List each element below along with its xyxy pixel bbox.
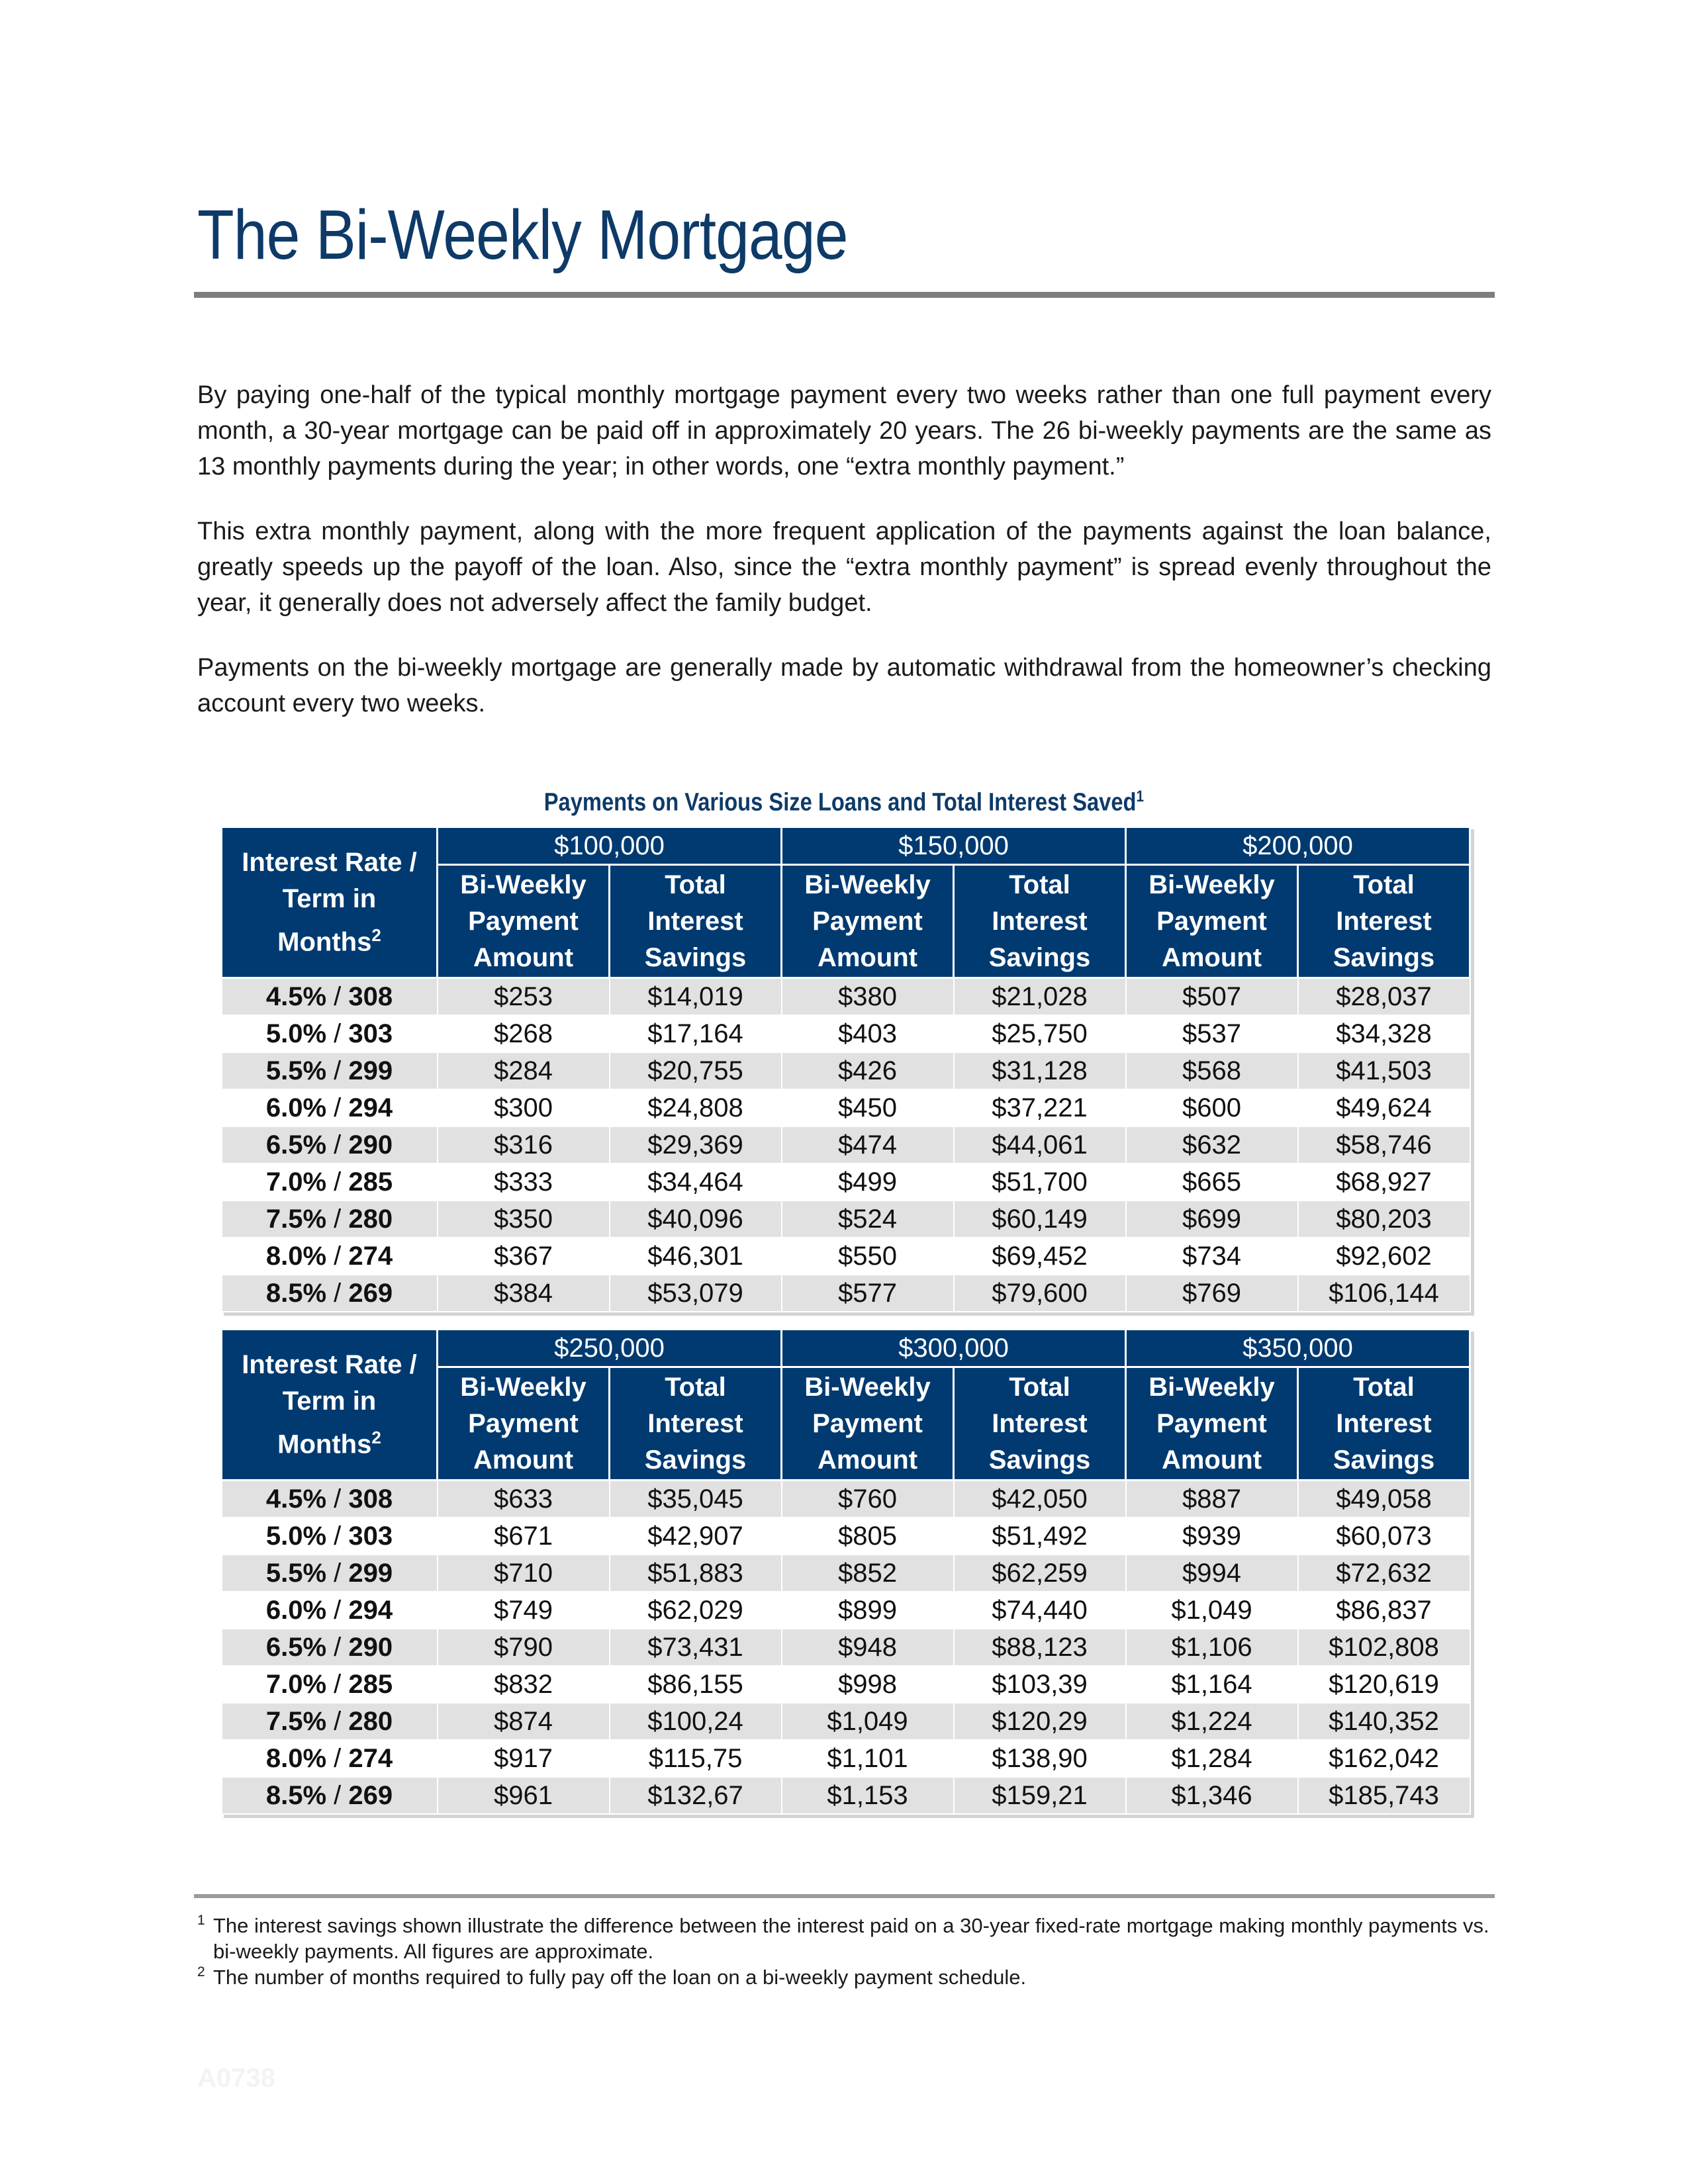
savings-cell: $72,632 bbox=[1298, 1555, 1470, 1592]
footnote-text: The number of months required to fully pay off the loan on a bi-weekly payment schedule. bbox=[213, 1966, 1027, 1989]
savings-cell: $62,029 bbox=[610, 1592, 782, 1629]
savings-cell: $42,050 bbox=[954, 1480, 1126, 1518]
term-months: 269 bbox=[348, 1279, 393, 1308]
payment-cell: $1,224 bbox=[1126, 1703, 1298, 1740]
payment-cell: $665 bbox=[1126, 1163, 1298, 1201]
paragraph: This extra monthly payment, along with the more frequent application of the payments against the loan balance, greatly speeds up the payoff of the loan. Also, since the “extra monthly payment” is spread evenly throughout the year, it generally does not adversely affect the family budget. bbox=[197, 518, 1491, 617]
rate-term-cell: 7.5% / 280 bbox=[222, 1703, 438, 1740]
payment-cell: $474 bbox=[782, 1126, 954, 1163]
table-row bbox=[222, 1126, 1470, 1163]
savings-cell: $46,301 bbox=[610, 1238, 782, 1275]
page-title: The Bi-Weekly Mortgage bbox=[197, 196, 848, 274]
savings-cell: $138,90 bbox=[954, 1740, 1126, 1777]
interest-rate: 5.0% bbox=[265, 1522, 327, 1551]
rate-term-cell: 6.5% / 290 bbox=[222, 1629, 438, 1666]
payment-cell: $1,164 bbox=[1126, 1666, 1298, 1703]
document-code-watermark: A0738 bbox=[197, 2064, 275, 2093]
interest-rate: 5.0% bbox=[265, 1019, 327, 1048]
savings-cell: $20,755 bbox=[610, 1052, 782, 1089]
interest-rate: 7.5% bbox=[265, 1205, 327, 1234]
payment-cell: $1,101 bbox=[782, 1740, 954, 1777]
payment-cell: $537 bbox=[1126, 1015, 1298, 1052]
body-text bbox=[197, 377, 1491, 751]
savings-header: Total Interest Savings bbox=[610, 865, 782, 978]
term-months: 308 bbox=[348, 1484, 393, 1514]
rate-term-cell: 7.5% / 280 bbox=[222, 1201, 438, 1238]
footnotes bbox=[197, 1913, 1495, 1990]
payment-cell: $998 bbox=[782, 1666, 954, 1703]
payment-cell: $632 bbox=[1126, 1126, 1298, 1163]
payment-cell: $805 bbox=[782, 1518, 954, 1555]
payment-cell: $600 bbox=[1126, 1089, 1298, 1126]
savings-header: Total Interest Savings bbox=[954, 865, 1126, 978]
savings-cell: $86,155 bbox=[610, 1666, 782, 1703]
interest-rate: 5.5% bbox=[265, 1056, 327, 1085]
term-months: 290 bbox=[348, 1130, 393, 1160]
table-row bbox=[222, 1666, 1470, 1703]
savings-cell: $51,492 bbox=[954, 1518, 1126, 1555]
savings-cell: $49,058 bbox=[1298, 1480, 1470, 1518]
payment-cell: $450 bbox=[782, 1089, 954, 1126]
table-caption bbox=[0, 788, 1688, 817]
savings-cell: $58,746 bbox=[1298, 1126, 1470, 1163]
table-row bbox=[222, 1592, 1470, 1629]
payment-cell: $790 bbox=[438, 1629, 610, 1666]
term-months: 294 bbox=[348, 1093, 393, 1122]
payment-cell: $524 bbox=[782, 1201, 954, 1238]
savings-cell: $100,24 bbox=[610, 1703, 782, 1740]
interest-rate: 5.5% bbox=[265, 1559, 327, 1588]
savings-cell: $88,123 bbox=[954, 1629, 1126, 1666]
rate-term-cell: 4.5% / 308 bbox=[222, 1480, 438, 1518]
interest-rate: 7.5% bbox=[265, 1707, 327, 1736]
payment-cell: $899 bbox=[782, 1592, 954, 1629]
savings-cell: $86,837 bbox=[1298, 1592, 1470, 1629]
interest-rate: 8.0% bbox=[265, 1744, 327, 1773]
footnote-text: The interest savings shown illustrate the difference between the interest paid on a 30-year fixed-rate mortgage making monthly payments vs. bi-weekly payments. All figures are approximate. bbox=[213, 1914, 1489, 1963]
table-row bbox=[222, 1201, 1470, 1238]
savings-cell: $140,352 bbox=[1298, 1703, 1470, 1740]
rate-term-header: Interest Rate / Term in Months$^2$ bbox=[222, 1330, 438, 1480]
savings-cell: $79,600 bbox=[954, 1275, 1126, 1312]
savings-cell: $34,464 bbox=[610, 1163, 782, 1201]
interest-rate: 8.5% bbox=[265, 1781, 327, 1810]
savings-cell: $162,042 bbox=[1298, 1740, 1470, 1777]
savings-cell: $80,203 bbox=[1298, 1201, 1470, 1238]
savings-cell: $69,452 bbox=[954, 1238, 1126, 1275]
payment-cell: $887 bbox=[1126, 1480, 1298, 1518]
table-row bbox=[222, 1163, 1470, 1201]
term-months: 269 bbox=[348, 1781, 393, 1810]
footnote-marker: 1 bbox=[197, 1913, 205, 1928]
term-months: 303 bbox=[348, 1019, 393, 1048]
rate-term-cell: 8.5% / 269 bbox=[222, 1275, 438, 1312]
table-row bbox=[222, 1015, 1470, 1052]
savings-cell: $42,907 bbox=[610, 1518, 782, 1555]
term-months: 290 bbox=[348, 1633, 393, 1662]
payment-header: Bi-Weekly Payment Amount bbox=[1126, 1367, 1298, 1480]
savings-cell: $106,144 bbox=[1298, 1275, 1470, 1312]
savings-cell: $37,221 bbox=[954, 1089, 1126, 1126]
payment-cell: $874 bbox=[438, 1703, 610, 1740]
footnote bbox=[197, 1964, 1495, 1990]
table-row bbox=[222, 1052, 1470, 1089]
table-row bbox=[222, 978, 1470, 1016]
loan-amount-header: $100,000 bbox=[438, 827, 782, 865]
term-months: 308 bbox=[348, 982, 393, 1011]
term-months: 280 bbox=[348, 1205, 393, 1234]
table-row bbox=[222, 1629, 1470, 1666]
interest-rate: 6.0% bbox=[265, 1596, 327, 1625]
footnote bbox=[197, 1913, 1495, 1964]
savings-cell: $44,061 bbox=[954, 1126, 1126, 1163]
interest-rate: 6.0% bbox=[265, 1093, 327, 1122]
savings-cell: $73,431 bbox=[610, 1629, 782, 1666]
payment-cell: $333 bbox=[438, 1163, 610, 1201]
payment-cell: $671 bbox=[438, 1518, 610, 1555]
savings-cell: $51,883 bbox=[610, 1555, 782, 1592]
rate-term-cell: 6.0% / 294 bbox=[222, 1592, 438, 1629]
rate-term-header: Interest Rate / Term in Months$^2$ bbox=[222, 827, 438, 978]
payment-cell: $507 bbox=[1126, 978, 1298, 1016]
savings-cell: $25,750 bbox=[954, 1015, 1126, 1052]
rate-term-cell: 5.5% / 299 bbox=[222, 1052, 438, 1089]
payment-cell: $710 bbox=[438, 1555, 610, 1592]
payment-cell: $426 bbox=[782, 1052, 954, 1089]
footnote-divider bbox=[194, 1894, 1495, 1898]
term-months: 303 bbox=[348, 1522, 393, 1551]
title-divider bbox=[194, 292, 1495, 298]
interest-rate: 8.0% bbox=[265, 1242, 327, 1271]
interest-rate: 6.5% bbox=[265, 1633, 327, 1662]
payment-cell: $499 bbox=[782, 1163, 954, 1201]
savings-cell: $60,073 bbox=[1298, 1518, 1470, 1555]
loan-amount-header: $150,000 bbox=[782, 827, 1126, 865]
payment-cell: $350 bbox=[438, 1201, 610, 1238]
payment-cell: $749 bbox=[438, 1592, 610, 1629]
savings-cell: $103,39 bbox=[954, 1666, 1126, 1703]
savings-cell: $102,808 bbox=[1298, 1629, 1470, 1666]
savings-cell: $31,128 bbox=[954, 1052, 1126, 1089]
savings-cell: $28,037 bbox=[1298, 978, 1470, 1016]
interest-rate: 8.5% bbox=[265, 1279, 327, 1308]
payment-cell: $253 bbox=[438, 978, 610, 1016]
term-months: 285 bbox=[348, 1167, 393, 1197]
term-months: 294 bbox=[348, 1596, 393, 1625]
table-row bbox=[222, 1480, 1470, 1518]
table-row bbox=[222, 1703, 1470, 1740]
payment-cell: $568 bbox=[1126, 1052, 1298, 1089]
savings-cell: $49,624 bbox=[1298, 1089, 1470, 1126]
savings-cell: $74,440 bbox=[954, 1592, 1126, 1629]
payment-cell: $734 bbox=[1126, 1238, 1298, 1275]
payment-cell: $994 bbox=[1126, 1555, 1298, 1592]
payment-cell: $268 bbox=[438, 1015, 610, 1052]
payment-cell: $300 bbox=[438, 1089, 610, 1126]
payment-cell: $852 bbox=[782, 1555, 954, 1592]
payment-cell: $948 bbox=[782, 1629, 954, 1666]
rate-term-cell: 4.5% / 308 bbox=[222, 978, 438, 1016]
savings-cell: $92,602 bbox=[1298, 1238, 1470, 1275]
savings-cell: $21,028 bbox=[954, 978, 1126, 1016]
rate-term-cell: 5.0% / 303 bbox=[222, 1518, 438, 1555]
savings-cell: $34,328 bbox=[1298, 1015, 1470, 1052]
savings-header: Total Interest Savings bbox=[1298, 1367, 1470, 1480]
term-months: 280 bbox=[348, 1707, 393, 1736]
savings-cell: $17,164 bbox=[610, 1015, 782, 1052]
rate-term-cell: 8.5% / 269 bbox=[222, 1777, 438, 1814]
savings-cell: $62,259 bbox=[954, 1555, 1126, 1592]
paragraph: By paying one-half of the typical monthly mortgage payment every two weeks rather than one full payment every month, a 30-year mortgage can be paid off in approximately 20 years. The 26 bi-weekly payments are the same as 13 monthly payments during the year; in other words, one “extra monthly payment.” bbox=[197, 381, 1491, 480]
rate-term-cell: 8.0% / 274 bbox=[222, 1740, 438, 1777]
caption-footnote-marker: 1 bbox=[1136, 788, 1145, 805]
loan-amount-header: $300,000 bbox=[782, 1330, 1126, 1367]
caption-text: Payments on Various Size Loans and Total Interest Saved bbox=[543, 788, 1137, 817]
savings-cell: $120,619 bbox=[1298, 1666, 1470, 1703]
loan-amount-header: $350,000 bbox=[1126, 1330, 1470, 1367]
rate-term-cell: 5.0% / 303 bbox=[222, 1015, 438, 1052]
interest-rate: 4.5% bbox=[265, 1484, 327, 1514]
term-months: 274 bbox=[348, 1744, 393, 1773]
payment-cell: $1,346 bbox=[1126, 1777, 1298, 1814]
payment-cell: $760 bbox=[782, 1480, 954, 1518]
table-row bbox=[222, 1089, 1470, 1126]
savings-header: Total Interest Savings bbox=[1298, 865, 1470, 978]
payment-cell: $1,106 bbox=[1126, 1629, 1298, 1666]
payment-header: Bi-Weekly Payment Amount bbox=[1126, 865, 1298, 978]
paragraph: Payments on the bi-weekly mortgage are generally made by automatic withdrawal from the homeowner’s checking account every two weeks. bbox=[197, 654, 1491, 717]
payment-cell: $284 bbox=[438, 1052, 610, 1089]
rate-term-cell: 6.5% / 290 bbox=[222, 1126, 438, 1163]
payment-cell: $699 bbox=[1126, 1201, 1298, 1238]
savings-cell: $120,29 bbox=[954, 1703, 1126, 1740]
payment-header: Bi-Weekly Payment Amount bbox=[782, 865, 954, 978]
savings-cell: $41,503 bbox=[1298, 1052, 1470, 1089]
interest-rate: 7.0% bbox=[265, 1670, 327, 1699]
payment-cell: $769 bbox=[1126, 1275, 1298, 1312]
payment-header: Bi-Weekly Payment Amount bbox=[438, 865, 610, 978]
payment-cell: $384 bbox=[438, 1275, 610, 1312]
table-row bbox=[222, 1777, 1470, 1814]
rate-term-cell: 8.0% / 274 bbox=[222, 1238, 438, 1275]
savings-cell: $68,927 bbox=[1298, 1163, 1470, 1201]
payment-cell: $550 bbox=[782, 1238, 954, 1275]
payment-cell: $1,284 bbox=[1126, 1740, 1298, 1777]
interest-rate: 6.5% bbox=[265, 1130, 327, 1160]
payment-header: Bi-Weekly Payment Amount bbox=[438, 1367, 610, 1480]
rate-term-cell: 7.0% / 285 bbox=[222, 1163, 438, 1201]
payment-cell: $917 bbox=[438, 1740, 610, 1777]
savings-cell: $40,096 bbox=[610, 1201, 782, 1238]
loan-table-1 bbox=[220, 826, 1471, 1312]
rate-term-cell: 7.0% / 285 bbox=[222, 1666, 438, 1703]
term-months: 285 bbox=[348, 1670, 393, 1699]
savings-cell: $185,743 bbox=[1298, 1777, 1470, 1814]
table-row bbox=[222, 1518, 1470, 1555]
payment-header: Bi-Weekly Payment Amount bbox=[782, 1367, 954, 1480]
savings-cell: $60,149 bbox=[954, 1201, 1126, 1238]
term-months: 299 bbox=[348, 1056, 393, 1085]
term-months: 299 bbox=[348, 1559, 393, 1588]
term-months: 274 bbox=[348, 1242, 393, 1271]
payment-cell: $633 bbox=[438, 1480, 610, 1518]
savings-cell: $51,700 bbox=[954, 1163, 1126, 1201]
payment-cell: $403 bbox=[782, 1015, 954, 1052]
savings-cell: $132,67 bbox=[610, 1777, 782, 1814]
rate-term-cell: 6.0% / 294 bbox=[222, 1089, 438, 1126]
interest-rate: 7.0% bbox=[265, 1167, 327, 1197]
payment-cell: $961 bbox=[438, 1777, 610, 1814]
footnote-marker: 2 bbox=[197, 1964, 205, 1979]
savings-cell: $115,75 bbox=[610, 1740, 782, 1777]
payment-cell: $939 bbox=[1126, 1518, 1298, 1555]
interest-rate: 4.5% bbox=[265, 982, 327, 1011]
loan-table-2 bbox=[220, 1328, 1471, 1815]
table-row bbox=[222, 1555, 1470, 1592]
savings-cell: $159,21 bbox=[954, 1777, 1126, 1814]
loan-amount-header: $250,000 bbox=[438, 1330, 782, 1367]
payment-cell: $1,049 bbox=[1126, 1592, 1298, 1629]
payment-cell: $577 bbox=[782, 1275, 954, 1312]
savings-cell: $35,045 bbox=[610, 1480, 782, 1518]
savings-cell: $14,019 bbox=[610, 978, 782, 1016]
savings-header: Total Interest Savings bbox=[610, 1367, 782, 1480]
payment-cell: $1,049 bbox=[782, 1703, 954, 1740]
payment-cell: $367 bbox=[438, 1238, 610, 1275]
payment-cell: $316 bbox=[438, 1126, 610, 1163]
payment-cell: $380 bbox=[782, 978, 954, 1016]
payment-cell: $1,153 bbox=[782, 1777, 954, 1814]
table-row bbox=[222, 1275, 1470, 1312]
loan-amount-header: $200,000 bbox=[1126, 827, 1470, 865]
savings-cell: $29,369 bbox=[610, 1126, 782, 1163]
payment-cell: $832 bbox=[438, 1666, 610, 1703]
savings-cell: $53,079 bbox=[610, 1275, 782, 1312]
rate-term-cell: 5.5% / 299 bbox=[222, 1555, 438, 1592]
table-row bbox=[222, 1238, 1470, 1275]
savings-header: Total Interest Savings bbox=[954, 1367, 1126, 1480]
table-row bbox=[222, 1740, 1470, 1777]
savings-cell: $24,808 bbox=[610, 1089, 782, 1126]
